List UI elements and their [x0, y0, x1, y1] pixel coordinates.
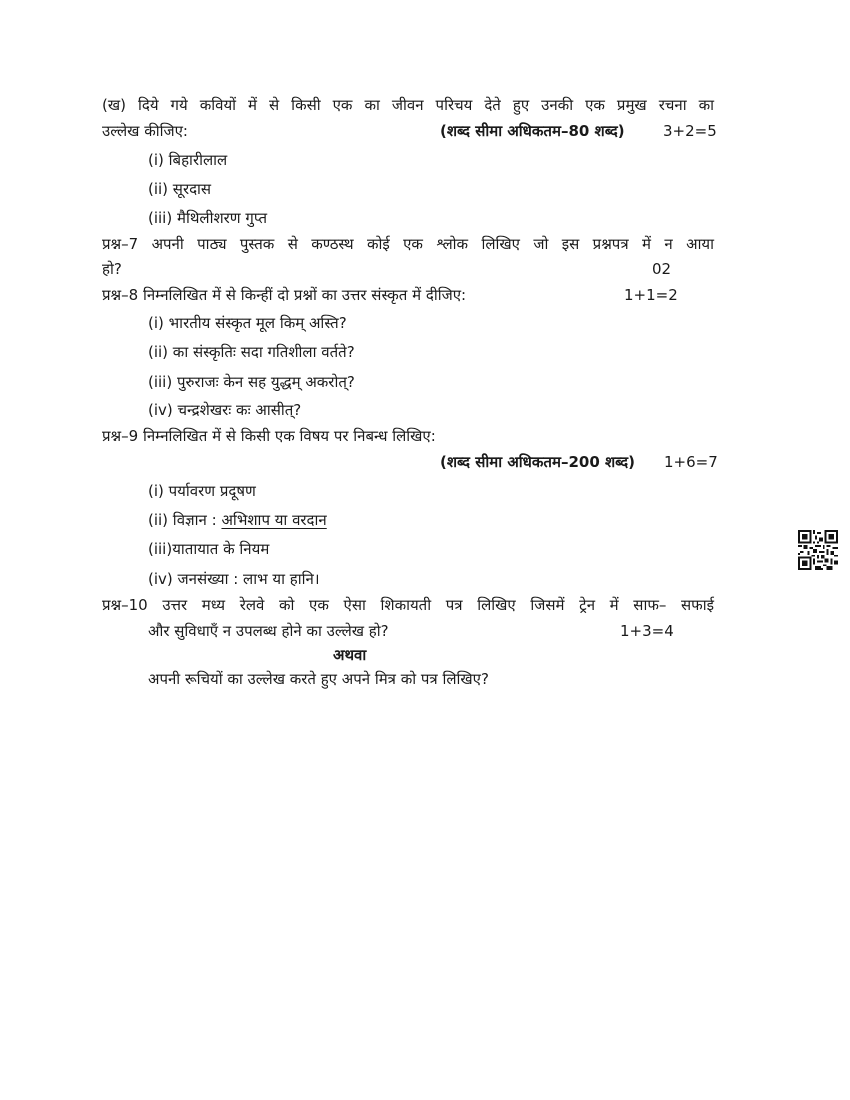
q8-option-2: (ii) का संस्कृतिः सदा गतिशीला वर्तते? [148, 343, 355, 361]
q9-option-2-underlined: अभिशाप या वरदान [221, 511, 327, 529]
qr-code-icon [798, 530, 838, 570]
q8-option-3: (iii) पुरुराजः केन सह युद्धम् अकरोत्? [148, 373, 355, 391]
kha-question-line2: उल्लेख कीजिए: [102, 122, 188, 140]
kha-option-2: (ii) सूरदास [148, 180, 212, 198]
q7-marks: 02 [652, 260, 672, 278]
q10-line1: प्रश्न–10 उत्तर मध्य रेलवे को एक ऐसा शिकायती पत्र लिखिए जिसमें ट्रेन में साफ– सफाई [102, 596, 714, 614]
kha-option-3: (iii) मैथिलीशरण गुप्त [148, 209, 268, 227]
q8-option-4: (iv) चन्द्रशेखरः कः आसीत्? [148, 401, 302, 419]
kha-marks: 3+2=5 [663, 122, 717, 140]
q9-option-2-prefix: (ii) विज्ञान : [148, 511, 217, 529]
q8-text: प्रश्न–8 निम्नलिखित में से किन्हीं दो प्रश्नों का उत्तर संस्कृत में दीजिए: [102, 286, 467, 304]
q7-line1: प्रश्न–7 अपनी पाठ्य पुस्तक से कण्ठस्थ कोई एक श्लोक लिखिए जो इस प्रश्नपत्र में न आया [102, 235, 714, 253]
q9-text: प्रश्न–9 निम्नलिखित में से किसी एक विषय पर निबन्ध लिखिए: [102, 427, 436, 445]
q10-marks: 1+3=4 [620, 622, 674, 640]
q8-marks: 1+1=2 [624, 286, 678, 304]
kha-word-limit: (शब्द सीमा अधिकतम–80 शब्द) [440, 122, 625, 140]
kha-option-1: (i) बिहारीलाल [148, 151, 228, 169]
q9-option-2 [148, 510, 327, 530]
q10-or: अथवा [333, 646, 367, 664]
q7-line2: हो? [102, 260, 122, 278]
q9-option-3: (iii)यातायात के नियम [148, 540, 270, 558]
q9-option-1: (i) पर्यावरण प्रदूषण [148, 482, 256, 500]
q10-line2: और सुविधाएँ न उपलब्ध होने का उल्लेख हो? [148, 622, 389, 640]
q9-marks: 1+6=7 [664, 453, 718, 471]
q10-alt: अपनी रूचियों का उल्लेख करते हुए अपने मित्र को पत्र लिखिए? [148, 670, 489, 688]
q8-option-1: (i) भारतीय संस्कृत मूल किम् अस्ति? [148, 314, 347, 332]
q9-option-4: (iv) जनसंख्या : लाभ या हानि। [148, 570, 320, 588]
kha-question-line1: (ख) दिये गये कवियों में से किसी एक का जीवन परिचय देते हुए उनकी एक प्रमुख रचना का [102, 96, 714, 114]
q9-word-limit: (शब्द सीमा अधिकतम–200 शब्द) [440, 453, 635, 471]
